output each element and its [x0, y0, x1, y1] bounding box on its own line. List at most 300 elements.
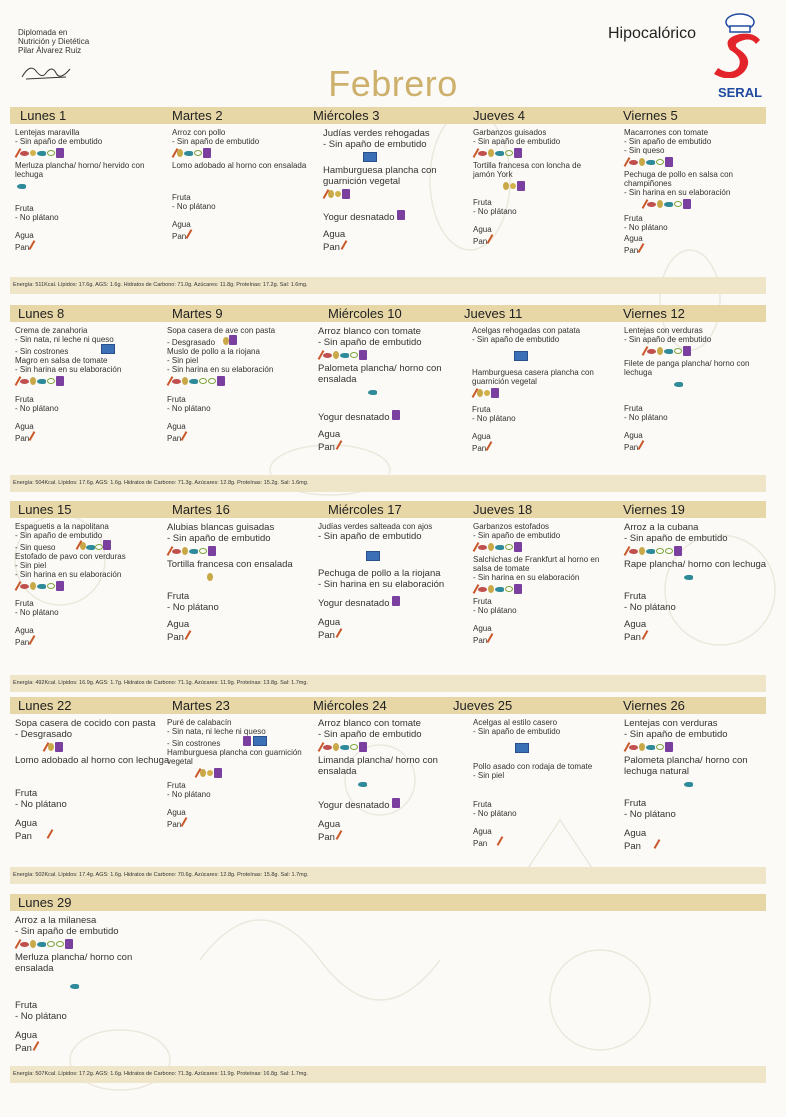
- bread: [15, 431, 121, 443]
- fish-icon: [495, 545, 504, 550]
- day-header-bar: [10, 697, 766, 714]
- crustacean-icon: [172, 379, 181, 384]
- allergen-icons: [17, 375, 121, 387]
- dish-note: - Sin apaño de embutido: [167, 533, 271, 544]
- day-menu: [15, 522, 126, 647]
- celery-icon: [208, 378, 216, 384]
- allergen-icons: [475, 541, 599, 553]
- allergen-icons: [325, 188, 437, 200]
- gluten-icon: [487, 234, 494, 244]
- dish: Merluza plancha/ horno con: [15, 952, 133, 963]
- fish-icon: [684, 575, 693, 580]
- bread-label: Pan: [473, 839, 488, 848]
- allergen-icons: [70, 980, 132, 992]
- gluten-icon: [29, 431, 36, 441]
- day-header-bar: [10, 894, 766, 911]
- dish-note: - Sin apaño de embutido: [473, 137, 561, 146]
- dish-note: - Sin apaño de embutido: [472, 335, 560, 344]
- dish-note: - Sin piel: [167, 356, 199, 365]
- day-heading: Martes 2: [172, 108, 223, 123]
- gluten-icon: [184, 630, 191, 640]
- celery-icon: [47, 378, 55, 384]
- drink: Agua: [167, 619, 190, 630]
- day-menu: [172, 128, 306, 241]
- drink: Agua: [15, 1030, 38, 1041]
- egg-icon: [328, 190, 334, 198]
- dish: champiñones: [624, 179, 672, 188]
- drink: Agua: [167, 422, 186, 431]
- bread-label: Pan: [15, 831, 32, 842]
- dish-note: - Sin apaño de embutido: [15, 531, 103, 540]
- day-heading: Miércoles 24: [313, 698, 387, 713]
- gluten-icon: [181, 817, 188, 827]
- drink: Agua: [473, 827, 492, 836]
- dessert-label: Yogur desnatado: [318, 598, 390, 609]
- dish-note: - Sin apaño de embutido: [624, 335, 712, 344]
- allergen-icons: [366, 550, 444, 562]
- milk-icon: [683, 346, 691, 356]
- day-heading: Lunes 22: [18, 698, 72, 713]
- celery-icon: [674, 201, 682, 207]
- celery-icon: [199, 378, 207, 384]
- bread-label: Pan: [318, 442, 335, 453]
- dish: Puré de calabacín: [167, 718, 232, 727]
- milk-icon: [514, 542, 522, 552]
- dish: Rape plancha/ horno con lechuga: [624, 559, 767, 570]
- bread: [167, 431, 275, 443]
- dish-note: - Sin apaño de embutido: [624, 137, 712, 146]
- egg-icon: [200, 769, 206, 777]
- dessert: Fruta: [472, 405, 491, 414]
- dessert: Fruta: [624, 591, 647, 602]
- day-heading: Lunes 8: [18, 306, 65, 321]
- dish: Pollo asado con rodaja de tomate: [473, 762, 593, 771]
- crustacean-icon: [323, 745, 332, 750]
- dish: jamón York: [473, 170, 513, 179]
- allergen-icons: [320, 349, 442, 361]
- egg-icon: [30, 940, 36, 948]
- allergen-icons: [17, 580, 126, 592]
- dish-note: [167, 335, 275, 347]
- bread-label: Pan: [167, 820, 182, 829]
- celery-icon: [47, 583, 55, 589]
- allergen-icons: [674, 378, 749, 390]
- dish-note: - Sin harina en su elaboración: [473, 573, 580, 582]
- bread-label: Pan: [172, 232, 187, 241]
- day-menu: [15, 915, 132, 1054]
- dish: Arroz con pollo: [172, 128, 226, 137]
- gluten-icon: [335, 830, 342, 840]
- bread: [172, 229, 306, 241]
- gluten-icon: [486, 441, 493, 451]
- egg-icon: [182, 547, 188, 555]
- allergen-icons: [503, 180, 581, 192]
- dessert: Fruta: [172, 193, 191, 202]
- crustacean-icon: [647, 349, 656, 354]
- dessert-note: - No plátano: [172, 202, 216, 211]
- fish-icon: [37, 379, 46, 384]
- dish: Merluza plancha/ horno/ hervido con: [15, 161, 145, 170]
- nuts-icon: [510, 183, 516, 189]
- dessert: Fruta: [473, 198, 492, 207]
- dessert-note: - No plátano: [624, 223, 668, 232]
- dessert-note: - No plátano: [473, 809, 517, 818]
- dish: Garbanzos estofados: [473, 522, 550, 531]
- dish: Lentejas con verduras: [624, 718, 718, 729]
- egg-icon: [48, 743, 54, 751]
- dessert: Fruta: [15, 1000, 38, 1011]
- bread-label: Pan: [167, 434, 182, 443]
- egg-icon: [639, 158, 645, 166]
- drink: Agua: [472, 432, 491, 441]
- frozen-icon: [515, 743, 529, 753]
- seral-logo: [712, 12, 768, 100]
- crustacean-icon: [20, 584, 29, 589]
- dish: vegetal: [167, 757, 193, 766]
- bread: [473, 234, 581, 246]
- dessert-note: - No plátano: [15, 799, 67, 810]
- allergen-icons: [363, 151, 437, 163]
- dessert-note: - No plátano: [15, 404, 59, 413]
- celery-icon: [674, 348, 682, 354]
- milk-icon: [514, 148, 522, 158]
- egg-icon: [488, 585, 494, 593]
- dish: ensalada: [318, 766, 357, 777]
- fish-icon: [70, 984, 79, 989]
- egg-icon: [177, 149, 183, 157]
- celery-icon: [47, 941, 55, 947]
- dietitian-line: Pilar Álvarez Ruiz: [18, 46, 82, 55]
- milk-icon: [208, 546, 216, 556]
- dish: guarnición vegetal: [472, 377, 537, 386]
- allergen-icons: [626, 741, 748, 753]
- egg-icon: [333, 743, 339, 751]
- dish: Sopa casera de ave con pasta: [167, 326, 276, 335]
- dessert-note: - No plátano: [472, 414, 516, 423]
- fish-icon: [37, 942, 46, 947]
- bread-label: Pan: [473, 237, 488, 246]
- day-heading: Miércoles 10: [328, 306, 402, 321]
- dish-note: - Sin nata, ni leche ni queso: [167, 727, 266, 736]
- bread: [624, 440, 749, 452]
- crustacean-icon: [323, 353, 332, 358]
- egg-icon: [30, 582, 36, 590]
- day-menu: [323, 128, 437, 253]
- gluten-icon: [638, 440, 645, 450]
- crustacean-icon: [647, 202, 656, 207]
- bread: [472, 441, 594, 453]
- dish-note: - Desgrasado: [15, 729, 73, 740]
- crustacean-icon: [629, 549, 638, 554]
- bread-label: Pan: [15, 638, 30, 647]
- milk-icon: [56, 376, 64, 386]
- fish-icon: [358, 782, 367, 787]
- dish: Judías verdes salteada con ajos: [318, 522, 433, 531]
- fish-icon: [37, 151, 46, 156]
- dish-note: - Sin queso: [624, 146, 665, 155]
- dessert-note: - No plátano: [15, 608, 59, 617]
- fish-icon: [184, 151, 193, 156]
- dietitian-line: Diplomada en: [18, 28, 68, 37]
- fish-icon: [674, 382, 683, 387]
- milk-icon: [683, 199, 691, 209]
- milk-icon: [392, 410, 400, 420]
- gluten-icon: [653, 839, 660, 849]
- dish-note: - Sin apaño de embutido: [172, 137, 260, 146]
- allergen-icons: [626, 545, 766, 557]
- dessert: Fruta: [15, 599, 34, 608]
- dish: Palometa plancha/ horno con: [624, 755, 748, 766]
- day-menu: [318, 718, 438, 843]
- day-menu: [473, 128, 581, 246]
- dessert: Fruta: [624, 798, 647, 809]
- drink: Agua: [624, 234, 643, 243]
- day-menu: [15, 128, 144, 252]
- celery-icon: [505, 544, 513, 550]
- fish-icon: [684, 782, 693, 787]
- day-heading: Viernes 19: [623, 502, 685, 517]
- allergen-icons: [368, 386, 442, 398]
- crustacean-icon: [629, 160, 638, 165]
- day-menu: [624, 326, 749, 452]
- dessert-note: - No plátano: [167, 790, 211, 799]
- page-title: Febrero: [328, 63, 458, 104]
- bread: [167, 630, 293, 643]
- milk-icon: [65, 939, 73, 949]
- fish-icon: [340, 745, 349, 750]
- day-heading: Jueves 4: [473, 108, 526, 123]
- dish: Arroz a la cubana: [624, 522, 699, 533]
- allergen-icons: [644, 345, 749, 357]
- drink: Agua: [15, 231, 34, 240]
- day-menu: [167, 326, 275, 443]
- allergen-icons: [626, 156, 733, 168]
- dessert: Fruta: [624, 214, 643, 223]
- bread-label: Pan: [473, 636, 488, 645]
- celery-icon: [665, 548, 673, 554]
- milk-icon: [55, 742, 63, 752]
- dessert: Fruta: [624, 404, 643, 413]
- bread: [318, 628, 444, 641]
- gluten-icon: [29, 240, 36, 250]
- fish-icon: [646, 549, 655, 554]
- dish: ensalada: [318, 374, 357, 385]
- dish-note: - Sin apaño de embutido: [473, 531, 561, 540]
- dish: Arroz a la milanesa: [15, 915, 97, 926]
- dish-note: - Sin apaño de embutido: [624, 729, 728, 740]
- day-heading: Jueves 18: [473, 502, 533, 517]
- dessert-note: - No plátano: [473, 207, 517, 216]
- milk-icon: [514, 584, 522, 594]
- day-menu: [318, 522, 444, 641]
- dish: Pechuga de pollo en salsa con: [624, 170, 733, 179]
- dessert: Fruta: [167, 781, 186, 790]
- allergen-icons: [475, 583, 599, 595]
- dessert: [318, 798, 438, 811]
- allergen-icons: [644, 198, 733, 210]
- bread: [624, 630, 766, 643]
- fish-icon: [368, 390, 377, 395]
- dish-note: - Sin apaño de embutido: [323, 139, 427, 150]
- gluten-icon: [46, 829, 53, 839]
- bread: [15, 1041, 132, 1054]
- dish-note-text: - Sin queso: [15, 543, 56, 552]
- milk-icon: [243, 736, 251, 746]
- bread-label: Pan: [15, 434, 30, 443]
- celery-icon: [194, 150, 202, 156]
- dish: Espaguetis a la napolitana: [15, 522, 109, 531]
- dish: Filete de panga plancha/ horno con: [624, 359, 750, 368]
- fish-icon: [86, 545, 95, 550]
- dish-note: - Sin piel: [473, 771, 505, 780]
- milk-icon: [203, 148, 211, 158]
- gluten-icon: [32, 1041, 39, 1051]
- bread: [473, 836, 592, 848]
- fish-icon: [37, 584, 46, 589]
- drink: Agua: [15, 818, 38, 829]
- gluten-icon: [335, 628, 342, 638]
- celery-icon: [505, 150, 513, 156]
- day-menu: [624, 128, 733, 255]
- bread: [624, 243, 733, 255]
- allergen-icons: [358, 778, 438, 790]
- dish: Arroz blanco con tomate: [318, 718, 421, 729]
- day-menu: [318, 326, 442, 453]
- dish-note: [15, 540, 126, 552]
- crustacean-icon: [20, 151, 29, 156]
- frozen-icon: [363, 152, 377, 162]
- gluten-icon: [340, 240, 347, 250]
- dessert-label: Yogur desnatado: [323, 212, 395, 223]
- dish: Tortilla francesa con ensalada: [167, 559, 293, 570]
- crustacean-icon: [20, 942, 29, 947]
- gluten-icon: [335, 440, 342, 450]
- drink: Agua: [624, 431, 643, 440]
- fish-icon: [495, 151, 504, 156]
- celery-icon: [350, 744, 358, 750]
- day-menu: [15, 718, 169, 842]
- dish: Lentejas con verduras: [624, 326, 703, 335]
- dessert: Fruta: [15, 204, 34, 213]
- bread-label: Pan: [167, 632, 184, 643]
- celery-icon: [656, 744, 664, 750]
- crustacean-icon: [172, 549, 181, 554]
- dish: lechuga: [624, 368, 653, 377]
- gluten-icon: [186, 229, 193, 239]
- bread: [15, 635, 126, 647]
- bread: [323, 240, 437, 253]
- day-menu: [472, 326, 594, 453]
- celery-icon: [656, 548, 664, 554]
- dish-note-text: - Sin costrones: [15, 347, 69, 356]
- milk-icon: [359, 742, 367, 752]
- egg-icon: [488, 543, 494, 551]
- dessert: Fruta: [473, 800, 492, 809]
- milk-icon: [342, 189, 350, 199]
- celery-icon: [199, 548, 207, 554]
- dessert: Fruta: [15, 395, 34, 404]
- fish-icon: [646, 160, 655, 165]
- milk-icon: [217, 376, 225, 386]
- bread-label: Pan: [624, 841, 641, 852]
- dish: Magro en salsa de tomate: [15, 356, 108, 365]
- dish: Estofado de pavo con verduras: [15, 552, 126, 561]
- celery-icon: [47, 150, 55, 156]
- bread-label: Pan: [624, 246, 639, 255]
- bread-label: Pan: [15, 243, 30, 252]
- diet-type-label: Hipocalórico: [607, 25, 696, 42]
- dish-note: - Sin harina en su elaboración: [15, 570, 122, 579]
- dish: Alubias blancas guisadas: [167, 522, 275, 533]
- gluten-icon: [487, 633, 494, 643]
- day-heading: Lunes 1: [20, 108, 67, 123]
- drink: Agua: [15, 626, 34, 635]
- nutrition-summary: Energía: 492Kcal. Lípidos: 16.9g. AGS: 1.7g. Hidratos de Carbono: 71.1g. Azúcares: 11.9g. Proteínas: 13.8g. Sal: 1.7mg.: [10, 675, 766, 692]
- fish-icon: [646, 745, 655, 750]
- drink: Agua: [624, 828, 647, 839]
- drink: Agua: [318, 617, 341, 628]
- dessert: Fruta: [167, 395, 186, 404]
- allergen-icons: [17, 147, 144, 159]
- dish: salsa de tomate: [473, 564, 530, 573]
- bread: [167, 817, 302, 829]
- drink: Agua: [624, 619, 647, 630]
- bread-label: Pan: [318, 630, 335, 641]
- dessert-note: - No plátano: [473, 606, 517, 615]
- dish: Pechuga de pollo a la riojana: [318, 568, 441, 579]
- dish-note-text: - Desgrasado: [167, 338, 216, 347]
- day-heading: Martes 16: [172, 502, 230, 517]
- week-row: [10, 305, 766, 486]
- dish-note: - Sin apaño de embutido: [318, 531, 422, 542]
- week-row: [10, 107, 766, 288]
- milk-icon: [56, 581, 64, 591]
- drink: Agua: [323, 229, 346, 240]
- dish: guarnición vegetal: [323, 176, 401, 187]
- week-row: [10, 697, 766, 878]
- dish: lechuga: [15, 170, 44, 179]
- dessert: [323, 210, 437, 223]
- dessert: [318, 596, 444, 609]
- allergen-icons: [197, 767, 302, 779]
- gluten-icon: [497, 836, 504, 846]
- dessert-note: - No plátano: [167, 404, 211, 413]
- drink: Agua: [473, 624, 492, 633]
- gluten-icon: [181, 431, 188, 441]
- allergen-icons: [474, 387, 594, 399]
- allergen-icons: [514, 350, 594, 362]
- fish-icon: [495, 587, 504, 592]
- day-header-bar: [10, 107, 766, 124]
- dish: Judías verdes rehogadas: [323, 128, 430, 139]
- nutrition-summary: Energía: 504Kcal. Lípidos: 17.6g. AGS: 1.6g. Hidratos de Carbono: 71.3g. Azúcares: 12.8g. Proteínas: 15.2g. Sal: 1.6mg.: [10, 475, 766, 492]
- dessert-note: - No plátano: [15, 213, 59, 222]
- allergen-icons: [17, 180, 144, 192]
- dessert-note: - No plátano: [624, 809, 676, 820]
- day-heading: Lunes 15: [18, 502, 72, 517]
- dish-note: - Sin harina en su elaboración: [318, 579, 445, 590]
- dish-note: - Sin harina en su elaboración: [167, 365, 274, 374]
- allergen-icons: [169, 545, 293, 557]
- day-heading: Jueves 25: [453, 698, 513, 713]
- gluten-icon: [641, 630, 648, 640]
- bread-label: Pan: [624, 443, 639, 452]
- fish-icon: [17, 184, 26, 189]
- milk-icon: [397, 210, 405, 220]
- dish: Hamburguesa plancha con guarnición: [167, 748, 302, 757]
- bread-label: Pan: [624, 632, 641, 643]
- allergen-icons: [475, 147, 581, 159]
